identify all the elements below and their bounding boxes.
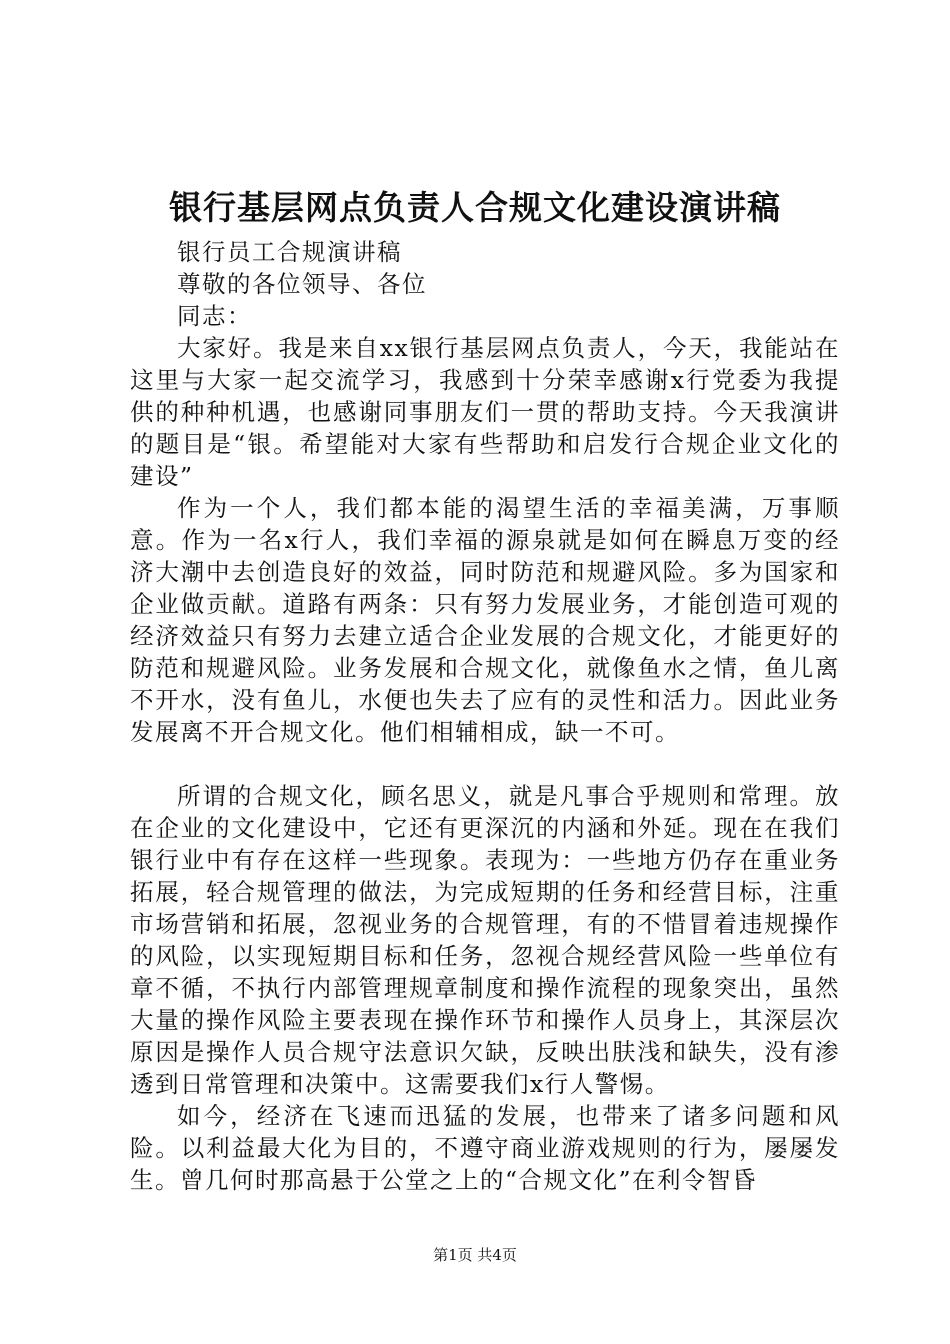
paragraph-greeting: 大家好。我是来自xx银行基层网点负责人，今天，我能站在这里与大家一起交流学习，我感到十分荣幸感谢x行党委为我提供的种种机遇，也感谢同事朋友们一贯的帮助支持。今天我演讲的题目是“银。希望能对大家有些帮助和启发行合规企业文化的建设” bbox=[130, 334, 840, 490]
page-number-footer: 第1页 共4页 bbox=[433, 1246, 517, 1264]
paragraph-salutation-cont: 同志： bbox=[177, 302, 252, 330]
paragraph-salutation: 尊敬的各位领导、各位 bbox=[177, 270, 427, 298]
document-title: 银行基层网点负责人合规文化建设演讲稿 bbox=[169, 188, 781, 227]
paragraph-body-2: 所谓的合规文化，顾名思义，就是凡事合乎规则和常理。放在企业的文化建设中，它还有更深沉的内涵和外延。现在在我们银行业中有存在这样一些现象。表现为：一些地方仍存在重业务拓展，轻合规管理的做法，为完成短期的任务和经营目标，注重市场营销和拓展，忽视业务的合规管理，有的不惜冒着违规操作的风险，以实现短期目标和任务，忽视合规经营风险一些单位有章不循，不执行内部管理规章制度和操作流程的现象突出，虽然大量的操作风险主要表现在操作环节和操作人员身上，其深层次原因是操作人员合规守法意识欠缺，反映出肤浅和缺失，没有渗透到日常管理和决策中。这需要我们x行人警惕。 bbox=[130, 782, 840, 1098]
paragraph-subtitle: 银行员工合规演讲稿 bbox=[177, 238, 402, 266]
document-body bbox=[130, 236, 840, 1196]
paragraph-body-3: 如今，经济在飞速而迅猛的发展，也带来了诸多问题和风险。以利益最大化为目的，不遵守商业游戏规则的行为，屡屡发生。曾几何时那高悬于公堂之上的“合规文化”在利令智昏 bbox=[130, 1102, 840, 1194]
paragraph-body-1: 作为一个人，我们都本能的渴望生活的幸福美满，万事顺意。作为一名x行人，我们幸福的源泉就是如何在瞬息万变的经济大潮中去创造良好的效益，同时防范和规避风险。多为国家和企业做贡献。道路有两条：只有努力发展业务，才能创造可观的经济效益只有努力去建立适合企业发展的合规文化，才能更好的防范和规避风险。业务发展和合规文化，就像鱼水之情，鱼儿离不开水，没有鱼儿，水便也失去了应有的灵性和活力。因此业务发展离不开合规文化。他们相辅相成，缺一不可。 bbox=[130, 494, 840, 746]
